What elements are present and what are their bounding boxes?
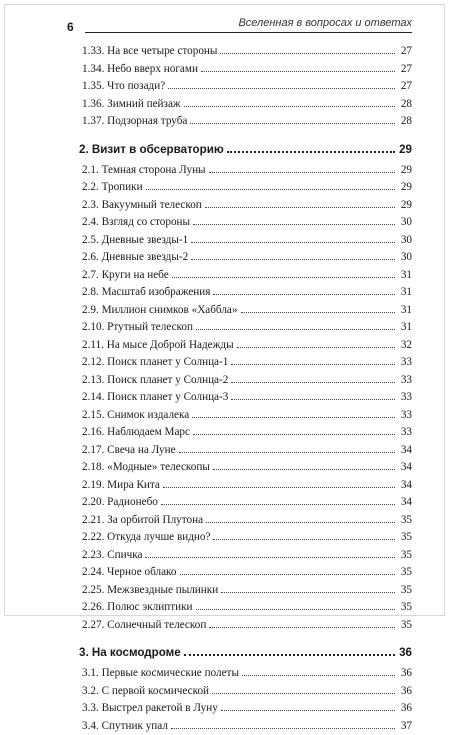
entry-title: 2.3. Вакуумный телескоп [82,197,202,215]
entry-title: 2.12. Поиск планет у Солнца-1 [82,354,228,372]
entry-page: 28 [398,96,412,114]
toc-entry [79,441,412,459]
entry-page: 34 [398,477,412,495]
leader-dots [209,161,395,173]
entry-title: 2.26. Полюс эклиптики [82,599,193,617]
entry-page: 27 [398,43,412,61]
entry-page: 35 [398,599,412,617]
leader-dots [206,511,395,523]
entry-page: 29 [398,197,412,215]
leader-dots [221,699,395,711]
entry-title: 2.19. Мира Кита [82,477,160,495]
leader-dots [172,266,395,278]
entry-page: 35 [398,582,412,600]
toc-entry [79,371,412,389]
entry-page: 30 [398,214,412,232]
leader-dots [241,301,396,313]
entry-title: 2.7. Круги на небе [82,267,169,285]
entry-page: 33 [398,372,412,390]
leader-dots [213,458,395,470]
entry-page: 31 [398,319,412,337]
toc-entry [79,95,412,113]
leader-dots [184,643,395,656]
toc-entry [79,717,412,735]
leader-dots [242,664,395,676]
table-of-contents [79,42,412,734]
entry-title: 1.35. Что позади? [82,78,165,96]
toc-entry [79,336,412,354]
toc-entry [79,42,412,60]
entry-title: 2.20. Радионебо [82,494,158,512]
entry-page: 33 [398,389,412,407]
entry-title: 2.8. Масштаб изображения [82,284,210,302]
leader-dots [237,336,395,348]
leader-dots [196,598,396,610]
section-1-entries [79,42,412,130]
entry-title: 2.22. Откуда лучше видно? [82,529,210,547]
entry-title: 2.18. «Модные» телескопы [82,459,210,477]
running-title: Вселенная в вопросах и ответах [238,17,412,29]
chapter-page: 36 [398,644,412,662]
entry-title: 1.36. Зимний пейзаж [82,96,181,114]
leader-dots [184,95,395,107]
toc-entry [79,664,412,682]
leader-dots [190,112,395,124]
section-2-entries [79,161,412,634]
leader-dots [192,406,395,418]
entry-title: 2.27. Солнечный телескоп [82,617,206,635]
entry-title: 2.4. Взгляд со стороны [82,214,190,232]
toc-entry [79,423,412,441]
entry-page: 35 [398,547,412,565]
toc-entry [79,196,412,214]
chapter-3-heading [79,643,412,661]
toc-entry [79,318,412,336]
entry-title: 1.37. Подзорная труба [82,113,187,131]
entry-title: 2.6. Дневные звезды-2 [82,249,188,267]
entry-title: 2.17. Свеча на Луне [82,442,176,460]
leader-dots [205,196,395,208]
leader-dots [231,371,395,383]
toc-entry [79,493,412,511]
entry-page: 27 [398,61,412,79]
entry-page: 34 [398,442,412,460]
toc-entry [79,301,412,319]
entry-page: 33 [398,407,412,425]
toc-entry [79,178,412,196]
entry-page: 35 [398,512,412,530]
entry-page: 31 [398,267,412,285]
leader-dots [146,178,395,190]
toc-entry [79,406,412,424]
leader-dots [171,717,395,729]
entry-title: 2.2. Тропики [82,179,143,197]
entry-title: 2.14. Поиск планет у Солнца-3 [82,389,228,407]
leader-dots [163,476,395,488]
chapter-page: 29 [398,141,412,159]
leader-dots [196,318,395,330]
leader-dots [231,388,395,400]
leader-dots [191,231,395,243]
entry-title: 2.13. Поиск планет у Солнца-2 [82,372,228,390]
toc-entry [79,581,412,599]
toc-entry [79,231,412,249]
entry-page: 29 [398,162,412,180]
toc-entry [79,682,412,700]
toc-entry [79,546,412,564]
leader-dots [161,493,395,505]
chapter-title: 2. Визит в обсерваторию [79,141,224,159]
entry-title: 2.25. Межзвездные пылинки [82,582,218,600]
toc-entry [79,699,412,717]
entry-title: 2.1. Темная сторона Луны [82,162,206,180]
entry-page: 30 [398,249,412,267]
entry-page: 36 [398,683,412,701]
leader-dots [220,42,395,54]
leader-dots [179,441,395,453]
entry-title: 2.23. Спичка [82,547,142,565]
entry-page: 30 [398,232,412,250]
toc-entry [79,598,412,616]
page-number: 6 [67,20,74,34]
entry-title: 3.1. Первые космические полеты [82,665,239,683]
toc-entry [79,77,412,95]
entry-page: 35 [398,564,412,582]
leader-dots [145,546,395,558]
chapter-2-heading [79,140,412,158]
leader-dots [213,283,395,295]
leader-dots [227,140,395,153]
leader-dots [221,581,395,593]
entry-page: 33 [398,354,412,372]
entry-page: 28 [398,113,412,131]
toc-entry [79,161,412,179]
entry-title: 2.5. Дневные звезды-1 [82,232,188,250]
entry-page: 35 [398,617,412,635]
toc-entry [79,616,412,634]
toc-entry [79,528,412,546]
entry-title: 2.24. Черное облако [82,564,177,582]
toc-entry [79,283,412,301]
toc-entry [79,266,412,284]
entry-title: 2.16. Наблюдаем Марс [82,424,190,442]
leader-dots [191,248,395,260]
entry-title: 2.15. Снимок издалека [82,407,189,425]
leader-dots [201,60,395,72]
toc-entry [79,476,412,494]
entry-title: 3.3. Выстрел ракетой в Луну [82,700,218,718]
leader-dots [213,528,395,540]
chapter-title: 3. На космодроме [79,644,181,662]
leader-dots [193,213,395,225]
entry-title: 1.34. Небо вверх ногами [82,61,198,79]
entry-title: 2.10. Ртутный телескоп [82,319,193,337]
entry-page: 32 [398,337,412,355]
toc-entry [79,353,412,371]
entry-title: 3.4. Спутник упал [82,718,168,735]
section-3-entries [79,664,412,734]
toc-entry [79,112,412,130]
leader-dots [212,682,395,694]
toc-entry [79,458,412,476]
leader-dots [168,77,395,89]
header-rule [85,32,412,33]
leader-dots [209,616,395,628]
toc-entry [79,563,412,581]
entry-page: 37 [398,718,412,735]
toc-entry [79,248,412,266]
entry-page: 27 [398,78,412,96]
entry-page: 31 [398,284,412,302]
entry-page: 36 [398,700,412,718]
entry-page: 29 [398,179,412,197]
toc-entry [79,213,412,231]
entry-title: 2.11. На мысе Доброй Надежды [82,337,234,355]
entry-page: 34 [398,494,412,512]
toc-entry [79,60,412,78]
entry-page: 36 [398,665,412,683]
entry-title: 1.33. На все четыре стороны [82,43,217,61]
entry-page: 31 [398,302,412,320]
entry-title: 2.9. Миллион снимков «Хаббла» [82,302,238,320]
toc-entry [79,511,412,529]
entry-title: 2.21. За орбитой Плутона [82,512,203,530]
entry-page: 33 [398,424,412,442]
leader-dots [231,353,395,365]
toc-entry [79,388,412,406]
leader-dots [180,563,396,575]
entry-page: 34 [398,459,412,477]
leader-dots [193,423,395,435]
entry-title: 3.2. С первой космической [82,683,209,701]
entry-page: 35 [398,529,412,547]
